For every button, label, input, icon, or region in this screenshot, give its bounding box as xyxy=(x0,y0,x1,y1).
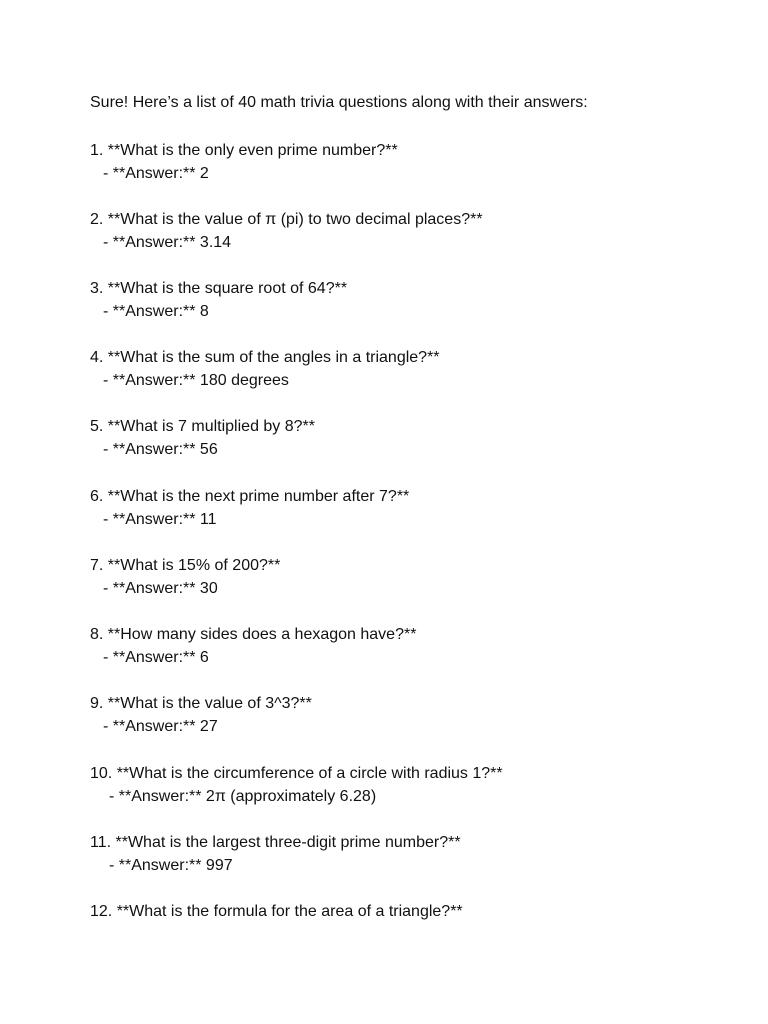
list-item-9 xyxy=(90,692,312,738)
list-item-10 xyxy=(90,762,503,808)
list-item-8 xyxy=(90,623,416,669)
question-12: 12. **What is the formula for the area of a triangle?** xyxy=(90,903,463,920)
list-item-3 xyxy=(90,277,347,323)
list-item-2 xyxy=(90,208,483,254)
question-8: 8. **How many sides does a hexagon have?** xyxy=(90,626,417,643)
answer-10: - **Answer:** 2π (approximately 6.28) xyxy=(109,788,377,805)
list-item-11 xyxy=(90,831,461,877)
question-10: 10. **What is the circumference of a circle with radius 1?** xyxy=(90,765,503,782)
answer-9: - **Answer:** 27 xyxy=(103,718,218,735)
answer-7: - **Answer:** 30 xyxy=(103,580,218,597)
question-5: 5. **What is 7 multiplied by 8?** xyxy=(90,418,315,435)
list-item-5 xyxy=(90,415,315,461)
question-11: 11. **What is the largest three-digit prime number?** xyxy=(90,834,461,851)
answer-11: - **Answer:** 997 xyxy=(109,857,233,874)
answer-2: - **Answer:** 3.14 xyxy=(103,234,232,251)
question-1: 1. **What is the only even prime number?** xyxy=(90,142,398,159)
list-item-4 xyxy=(90,346,440,392)
list-item-12 xyxy=(90,900,463,923)
question-3: 3. **What is the square root of 64?** xyxy=(90,280,348,297)
intro-text: Sure! Here’s a list of 40 math trivia questions along with their answers: xyxy=(90,94,588,111)
question-7: 7. **What is 15% of 200?** xyxy=(90,557,281,574)
question-9: 9. **What is the value of 3^3?** xyxy=(90,695,312,712)
answer-1: - **Answer:** 2 xyxy=(103,165,209,182)
question-4: 4. **What is the sum of the angles in a triangle?** xyxy=(90,349,440,366)
list-item-6 xyxy=(90,485,409,531)
list-item-1 xyxy=(90,139,398,185)
answer-3: - **Answer:** 8 xyxy=(103,303,209,320)
question-2: 2. **What is the value of π (pi) to two decimal places?** xyxy=(90,211,483,228)
list-item-7 xyxy=(90,554,280,600)
answer-5: - **Answer:** 56 xyxy=(103,441,218,458)
answer-8: - **Answer:** 6 xyxy=(103,649,209,666)
question-6: 6. **What is the next prime number after 7?** xyxy=(90,488,410,505)
answer-6: - **Answer:** 11 xyxy=(103,511,217,528)
answer-4: - **Answer:** 180 degrees xyxy=(103,372,289,389)
